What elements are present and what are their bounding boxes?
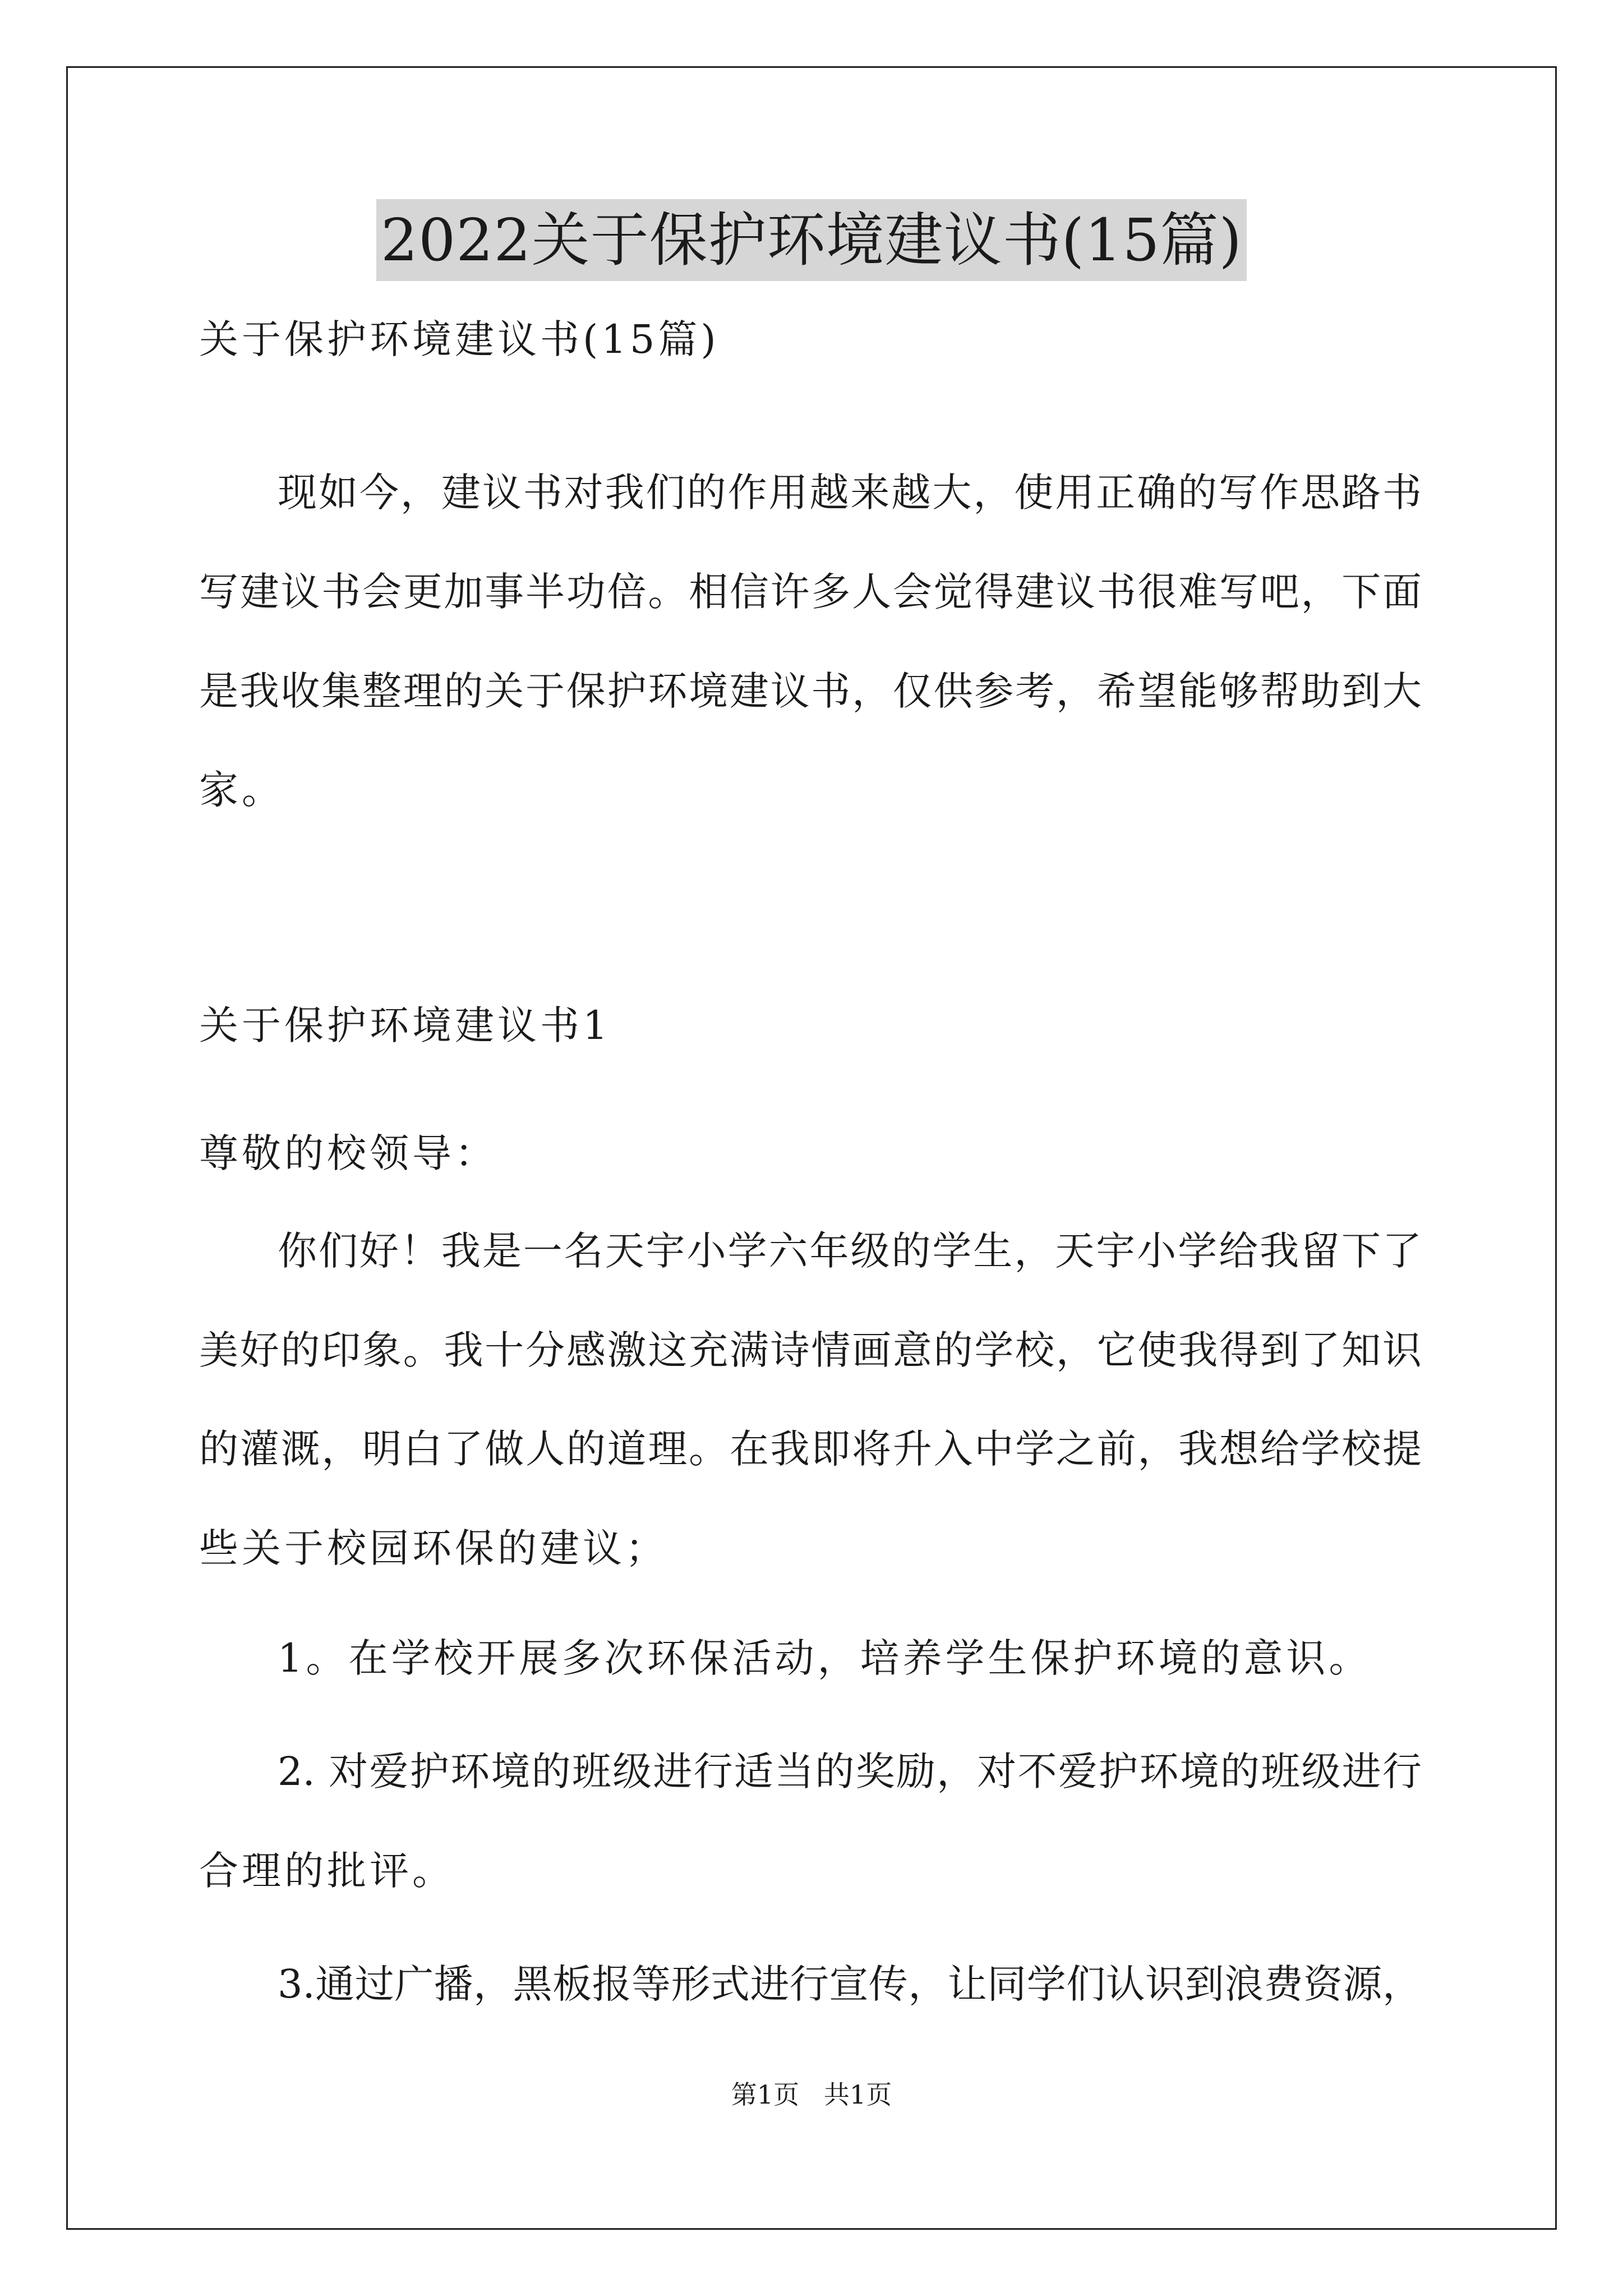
intro-line-1: 现如今，建议书对我们的作用越来越大，使用正确的写作思路书 (278, 470, 1422, 516)
item-2: 2. 对爱护环境的班级进行适当的奖励，对不爱护环境的班级进行 (278, 1749, 1422, 1795)
body-line-4: 些关于校园环保的建议； (199, 1525, 668, 1571)
body-line-3: 的灌溉，明白了做人的道理。在我即将升入中学之前，我想给学校提 (199, 1426, 1422, 1472)
item-1: 1。在学校开展多次环保活动，培养学生保护环境的意识。 (278, 1635, 1372, 1681)
body-line-2: 美好的印象。我十分感激这充满诗情画意的学校，它使我得到了知识 (199, 1327, 1422, 1373)
body-line-1: 你们好！我是一名天宇小学六年级的学生，天宇小学给我留下了 (278, 1228, 1422, 1274)
title-container (0, 199, 1623, 281)
intro-line-3: 是我收集整理的关于保护环境建议书，仅供参考，希望能够帮助到大 (199, 668, 1422, 714)
document-subtitle: 关于保护环境建议书(15篇) (199, 316, 720, 362)
document-title: 2022关于保护环境建议书(15篇) (376, 199, 1247, 281)
intro-line-4: 家。 (199, 767, 284, 813)
intro-line-2: 写建议书会更加事半功倍。相信许多人会觉得建议书很难写吧，下面 (199, 569, 1422, 615)
section-heading: 关于保护环境建议书1 (199, 1002, 611, 1048)
salutation: 尊敬的校领导： (199, 1130, 497, 1176)
item-2-continued: 合理的批评。 (199, 1848, 455, 1894)
page-footer: 第1页 共1页 (731, 2079, 892, 2110)
item-3: 3.通过广播，黑板报等形式进行宣传，让同学们认识到浪费资源， (278, 1961, 1422, 2007)
